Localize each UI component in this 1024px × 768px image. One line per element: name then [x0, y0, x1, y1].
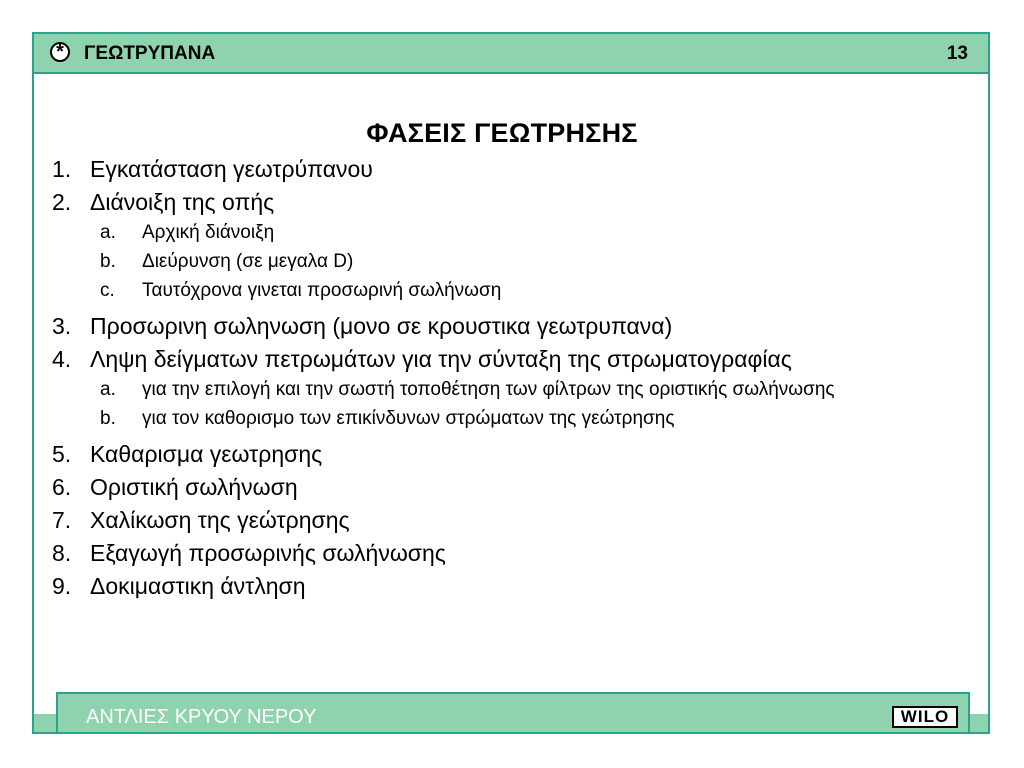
- list-item: [52, 537, 952, 570]
- phase-list: [52, 153, 952, 603]
- list-item-text: Ληψη δείγματων πετρωμάτων για την σύνταξη της στρωματογραφίας: [90, 346, 792, 372]
- list-item-text: Διάνοιξη της οπής: [90, 189, 275, 215]
- list-item-number: 7.: [52, 507, 72, 533]
- list-item-text: Προσωρινη σωληνωση (μονο σε κρουστικα γεωτρυπανα): [90, 313, 673, 339]
- list-item-text: Οριστική σωλήνωση: [90, 474, 298, 500]
- page-number: 13: [946, 43, 968, 64]
- list-item: [52, 343, 952, 376]
- wilo-logo-text: WILO: [900, 707, 950, 726]
- asterisk-circle-icon: *: [50, 42, 70, 62]
- sub-list-item: [52, 409, 952, 428]
- sub-list-item-letter: b.: [100, 408, 116, 429]
- list-item: [52, 186, 952, 219]
- sub-list-item-text: Διεύρυνση (σε μεγαλα D): [142, 251, 354, 272]
- sub-list-item: [52, 252, 952, 271]
- list-item-number: 2.: [52, 189, 72, 215]
- sub-list-item: [52, 380, 952, 399]
- sub-list: [52, 380, 952, 428]
- list-item: [52, 504, 952, 537]
- sub-list: [52, 223, 952, 300]
- wilo-logo: [892, 706, 958, 728]
- sub-list-item-text: Ταυτόχρονα γινεται προσωρινή σωλήνωση: [142, 280, 502, 301]
- list-item-text: Εξαγωγή προσωρινής σωλήνωσης: [90, 540, 446, 566]
- sub-list-item-letter: a.: [100, 222, 116, 243]
- list-item-number: 6.: [52, 474, 72, 500]
- sub-list-item-letter: a.: [100, 379, 116, 400]
- list-item-number: 1.: [52, 156, 72, 182]
- list-item-text: Δοκιμαστικη άντληση: [90, 573, 306, 599]
- list-item: [52, 153, 952, 186]
- sub-list-item-letter: b.: [100, 251, 116, 272]
- sub-list-item-text: για την επιλογή και την σωστή τοποθέτηση των φίλτρων της οριστικής σωλήνωσης: [142, 379, 835, 400]
- list-item-number: 8.: [52, 540, 72, 566]
- sub-list-item: [52, 281, 952, 300]
- footer-bar: [56, 692, 970, 732]
- sub-list-item-text: για τον καθορισμο των επικίνδυνων στρώματων της γεώτρησης: [142, 408, 675, 429]
- list-item: [52, 438, 952, 471]
- slide-title: ΦΑΣΕΙΣ ΓΕΩΤΡΗΣΗΣ: [366, 118, 638, 148]
- sub-list-item-text: Αρχική διάνοιξη: [142, 222, 275, 243]
- list-item-number: 4.: [52, 346, 72, 372]
- slide-content: [52, 118, 952, 603]
- list-item-text: Χαλίκωση της γεώτρησης: [90, 507, 350, 533]
- list-item-text: Καθαρισμα γεωτρησης: [90, 441, 323, 467]
- list-item-number: 5.: [52, 441, 72, 467]
- sub-list-item: [52, 223, 952, 242]
- list-item-number: 9.: [52, 573, 72, 599]
- list-item: [52, 310, 952, 343]
- list-item-text: Εγκατάσταση γεωτρύπανου: [90, 156, 373, 182]
- header-title: ΓΕΩΤΡΥΠΑΝΑ: [84, 43, 216, 64]
- sub-list-item-letter: c.: [100, 280, 115, 301]
- footer-text: ΑΝΤΛΙΕΣ ΚΡΥΟΥ ΝΕΡΟΥ: [86, 706, 317, 728]
- list-item: [52, 471, 952, 504]
- list-item-number: 3.: [52, 313, 72, 339]
- list-item: [52, 570, 952, 603]
- header-bar: [34, 34, 988, 74]
